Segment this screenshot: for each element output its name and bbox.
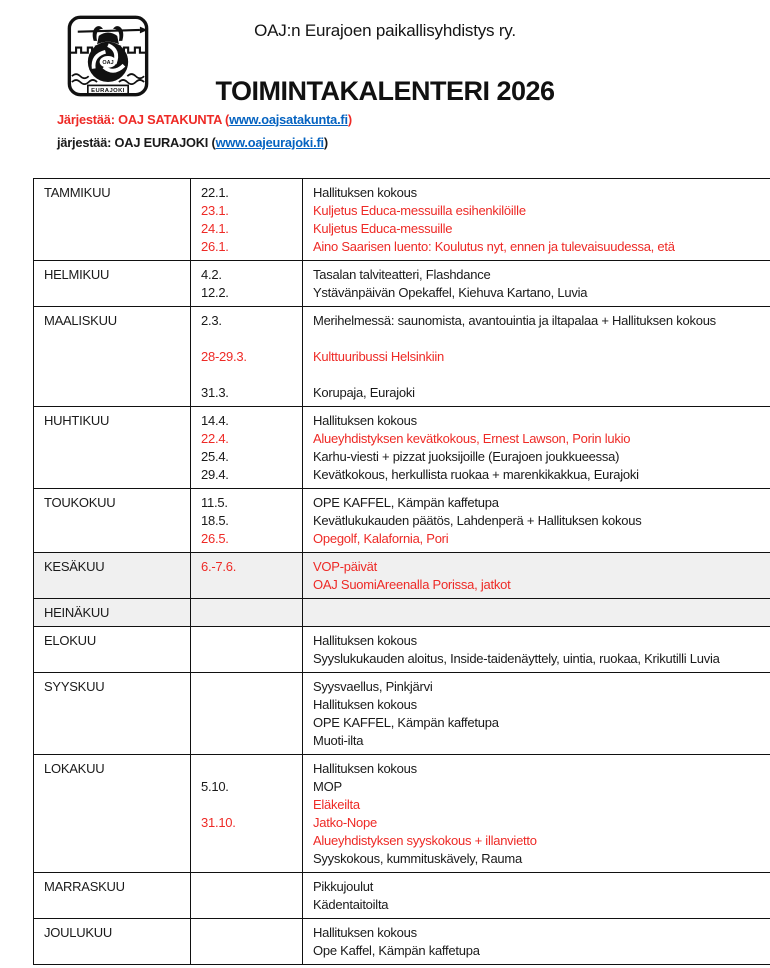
event-cell [303, 673, 770, 755]
month-row-toukokuu [34, 489, 770, 553]
month-cell [34, 873, 191, 919]
date-cell [191, 261, 303, 307]
event-cell [303, 261, 770, 307]
event-line: Merihelmessä: saunomista, avantouintia ja iltapalaa + Hallituksen kokous [313, 313, 716, 328]
date-cell [191, 553, 303, 599]
date-line: 4.2. [201, 267, 222, 282]
organizer-prefix: Järjestää: OAJ SATAKUNTA ( [57, 112, 230, 127]
month-cell [34, 261, 191, 307]
event-line: Hallituksen kokous [313, 413, 417, 428]
calendar-table [33, 178, 770, 965]
date-line: 31.3. [201, 385, 229, 400]
month-label: HUHTIKUU [44, 413, 110, 428]
date-line [201, 576, 296, 594]
date-line [201, 714, 296, 732]
event-line: Syysvaellus, Pinkjärvi [313, 679, 433, 694]
date-cell [191, 919, 303, 965]
organizer-suffix: ) [323, 135, 328, 150]
date-line [201, 632, 296, 650]
event-cell [303, 599, 770, 627]
date-line: 24.1. [201, 221, 229, 236]
date-cell [191, 307, 303, 407]
date-line [201, 760, 296, 778]
event-line: Alueyhdistyksen syyskokous + illanvietto [313, 833, 537, 848]
event-line: Kevätlukukauden päätös, Lahdenperä + Hallituksen kokous [313, 513, 642, 528]
event-line: Kulttuuribussi Helsinkiin [313, 349, 445, 364]
date-cell [191, 673, 303, 755]
date-line [201, 924, 296, 942]
event-cell [303, 919, 770, 965]
event-line: Aino Saarisen luento: Koulutus nyt, ennen ja tulevaisuudessa, etä [313, 239, 675, 254]
month-row-huhtikuu [34, 407, 770, 489]
date-line [201, 650, 296, 668]
event-cell [303, 627, 770, 673]
date-line [201, 878, 296, 896]
date-line [201, 732, 296, 750]
organization-name: OAJ:n Eurajoen paikallisyhdistys ry. [254, 21, 516, 40]
event-cell [303, 307, 770, 407]
event-line: Muoti-ilta [313, 733, 364, 748]
date-line [201, 604, 296, 622]
date-line [201, 832, 296, 850]
month-cell [34, 407, 191, 489]
event-line: MOP [313, 779, 342, 794]
date-line: 26.1. [201, 239, 229, 254]
event-line: Ope Kaffel, Kämpän kaffetupa [313, 943, 480, 958]
date-line: 31.10. [201, 815, 236, 830]
month-label: HEINÄKUU [44, 605, 110, 620]
date-line: 11.5. [201, 495, 228, 510]
organizer-line-satakunta [57, 112, 352, 127]
event-line: Hallituksen kokous [313, 633, 417, 648]
date-line: 25.4. [201, 449, 229, 464]
date-line: 6.-7.6. [201, 559, 237, 574]
date-line: 28-29.3. [201, 349, 247, 364]
calendar-table-body [34, 179, 770, 965]
date-line [201, 678, 296, 696]
month-row-elokuu [34, 627, 770, 673]
organizer-suffix: ) [347, 112, 352, 127]
month-cell [34, 673, 191, 755]
date-line [201, 850, 296, 868]
event-line: Syyslukukauden aloitus, Inside-taidenäyttely, uintia, ruokaa, Krikutilli Luvia [313, 651, 720, 666]
date-line: 29.4. [201, 467, 229, 482]
date-cell [191, 407, 303, 489]
date-line [201, 796, 296, 814]
month-row-tammikuu [34, 179, 770, 261]
event-cell [303, 553, 770, 599]
event-line: Kuljetus Educa-messuilla esihenkilöille [313, 203, 526, 218]
event-line: Syyskokous, kummituskävely, Rauma [313, 851, 522, 866]
event-line: Hallituksen kokous [313, 761, 417, 776]
event-cell [303, 407, 770, 489]
date-line [201, 942, 296, 960]
event-line [313, 366, 770, 384]
month-row-syyskuu [34, 673, 770, 755]
month-label: MAALISKUU [44, 313, 117, 328]
event-line: OPE KAFFEL, Kämpän kaffetupa [313, 715, 499, 730]
month-cell [34, 755, 191, 873]
date-cell [191, 755, 303, 873]
event-line: OAJ SuomiAreenalla Porissa, jatkot [313, 577, 511, 592]
date-line: 5.10. [201, 779, 229, 794]
month-cell [34, 553, 191, 599]
date-cell [191, 873, 303, 919]
event-line: VOP-päivät [313, 559, 377, 574]
month-label: TAMMIKUU [44, 185, 111, 200]
month-label: ELOKUU [44, 633, 96, 648]
event-line: OPE KAFFEL, Kämpän kaffetupa [313, 495, 499, 510]
date-line [201, 366, 296, 384]
date-line [201, 896, 296, 914]
date-line [201, 696, 296, 714]
date-cell [191, 627, 303, 673]
event-line: Ystävänpäivän Opekaffel, Kiehuva Kartano, Luvia [313, 285, 588, 300]
date-line [201, 330, 296, 348]
month-cell [34, 307, 191, 407]
event-line: Eläkeilta [313, 797, 360, 812]
event-line: Hallituksen kokous [313, 185, 417, 200]
date-line: 2.3. [201, 313, 222, 328]
event-line: Opegolf, Kalafornia, Pori [313, 531, 449, 546]
month-cell [34, 919, 191, 965]
date-line: 18.5. [201, 513, 229, 528]
event-cell [303, 489, 770, 553]
month-row-joulukuu [34, 919, 770, 965]
event-cell [303, 755, 770, 873]
month-cell [34, 599, 191, 627]
month-label: LOKAKUU [44, 761, 105, 776]
date-cell [191, 489, 303, 553]
event-line: Hallituksen kokous [313, 697, 417, 712]
eurajoki-link[interactable]: www.oajeurajoki.fi [215, 135, 324, 150]
event-line: Tasalan talviteatteri, Flashdance [313, 267, 491, 282]
page-title: TOIMINTAKALENTERI 2026 [215, 76, 555, 106]
month-row-helmikuu [34, 261, 770, 307]
date-line: 14.4. [201, 413, 229, 428]
month-label: HELMIKUU [44, 267, 110, 282]
satakunta-link[interactable]: www.oajsatakunta.fi [229, 112, 348, 127]
month-label: SYYSKUU [44, 679, 105, 694]
month-label: KESÄKUU [44, 559, 105, 574]
month-row-kes-kuu [34, 553, 770, 599]
date-line: 23.1. [201, 203, 229, 218]
date-cell [191, 599, 303, 627]
organizer-prefix: järjestää: OAJ EURAJOKI ( [57, 135, 216, 150]
event-line: Kädentaitoilta [313, 897, 389, 912]
event-line: Hallituksen kokous [313, 925, 417, 940]
event-line: Korupaja, Eurajoki [313, 385, 415, 400]
event-line: Kuljetus Educa-messuille [313, 221, 453, 236]
event-line: Pikkujoulut [313, 879, 374, 894]
month-row-lokakuu [34, 755, 770, 873]
date-line: 22.4. [201, 431, 229, 446]
month-cell [34, 489, 191, 553]
date-line: 22.1. [201, 185, 229, 200]
month-label: MARRASKUU [44, 879, 125, 894]
month-row-maaliskuu [34, 307, 770, 407]
month-cell [34, 627, 191, 673]
date-line: 26.5. [201, 531, 229, 546]
date-line: 12.2. [201, 285, 229, 300]
event-line: Karhu-viesti + pizzat juoksijoille (Eurajoen joukkueessa) [313, 449, 620, 464]
event-line: Alueyhdistyksen kevätkokous, Ernest Lawson, Porin lukio [313, 431, 631, 446]
month-row-marraskuu [34, 873, 770, 919]
logo-center-text: OAJ [102, 59, 114, 66]
month-label: TOUKOKUU [44, 495, 116, 510]
event-line [313, 604, 770, 622]
month-row-hein-kuu [34, 599, 770, 627]
event-cell [303, 179, 770, 261]
event-line: Kevätkokous, herkullista ruokaa + marenkikakkua, Eurajoki [313, 467, 639, 482]
date-cell [191, 179, 303, 261]
event-line [313, 330, 770, 348]
month-label: JOULUKUU [44, 925, 113, 940]
organizer-line-eurajoki [57, 135, 328, 150]
event-line: Jatko-Nope [313, 815, 377, 830]
logo-bottom-text: EURAJOKI [91, 88, 125, 95]
month-cell [34, 179, 191, 261]
event-cell [303, 873, 770, 919]
